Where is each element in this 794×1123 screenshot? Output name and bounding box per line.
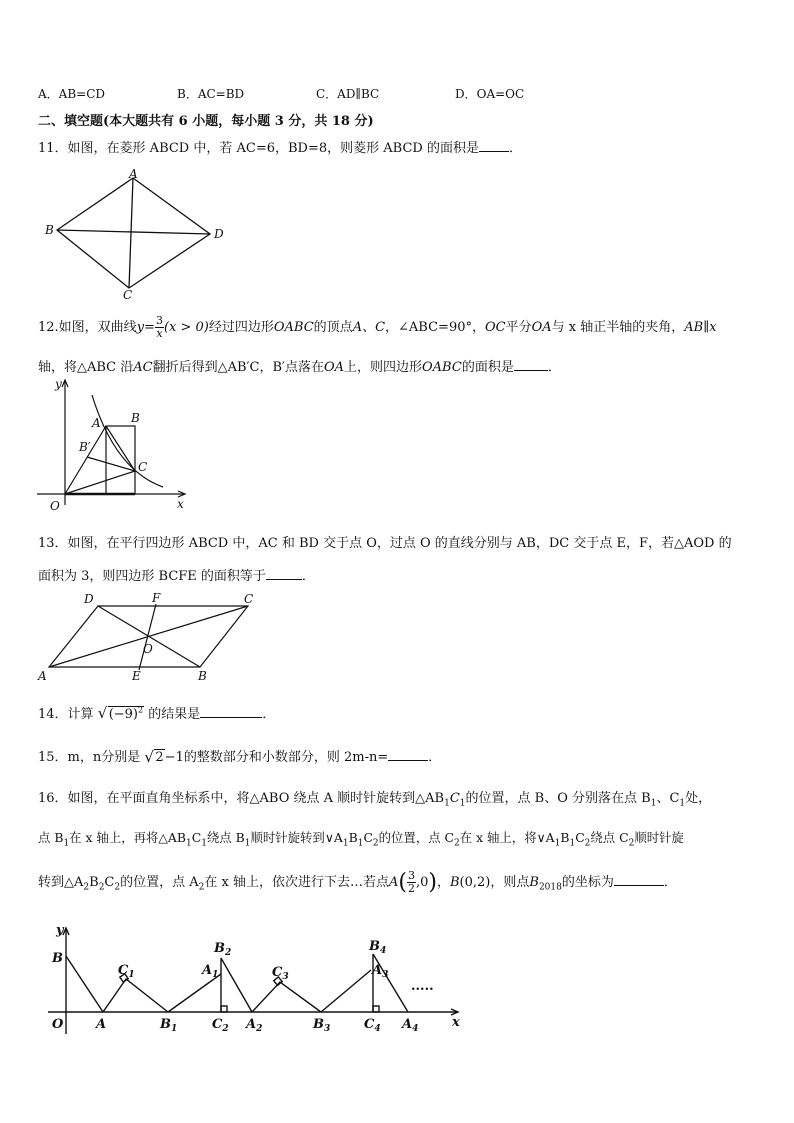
label-x: x <box>452 1015 460 1030</box>
q15-minus: −1 <box>164 750 184 765</box>
label-a4: $A_4$ <box>402 1017 419 1034</box>
label-y: y <box>55 377 62 391</box>
question-15 <box>38 746 441 765</box>
label-a2: $A_2$ <box>246 1017 263 1034</box>
q13-line2: 面积为 3，则四边形 BCFE 的面积等于 <box>38 569 266 584</box>
radical-icon: √ <box>97 703 108 722</box>
q16-line3j: ，则点 <box>490 875 530 890</box>
q16-pt-rest: ,0 <box>415 875 429 890</box>
answer-blank <box>614 873 664 886</box>
question-11 <box>38 137 522 156</box>
label-o: O <box>50 499 60 513</box>
q16-line3a: 转到△A <box>38 875 84 890</box>
q12-oabc2: OABC <box>422 360 462 375</box>
q15-rad: 2 <box>155 750 164 765</box>
q14-exp: 2 <box>138 705 144 715</box>
hyperbola-figure <box>35 375 200 515</box>
label-dots: ..... <box>411 979 434 994</box>
q12-angle: ，∠ABC=90°， <box>385 320 485 335</box>
q12-ac: A、C <box>352 320 386 335</box>
label-f: F <box>152 591 161 605</box>
q16-line1e: 处， <box>685 791 712 806</box>
q16-line2h: 的位置，点 C <box>378 830 455 845</box>
q16-line3l: 2018 <box>538 882 562 893</box>
q16-line3e: 在 x 轴上，依次进行下去…若点 <box>204 875 389 890</box>
q16-line2j: B <box>560 830 570 845</box>
q16-line3b: B <box>89 875 99 890</box>
q16-line1d: 、C <box>656 791 680 806</box>
q12-mid2: 的顶点 <box>313 320 353 335</box>
option-d: D．OA=OC <box>455 87 525 101</box>
q12-pre: 12.如图，双曲线 <box>38 320 137 335</box>
q14-post: 的结果是 <box>148 707 201 722</box>
q11-text: 11．如图，在菱形 ABCD 中，若 AC=6，BD=8，则菱形 ABCD 的面积是 <box>38 141 479 156</box>
option-a: A．AB=CD <box>38 87 106 101</box>
q16-line3h: B <box>449 875 460 890</box>
q12-ac2: AC <box>133 360 153 375</box>
label-b2: $B_2$ <box>214 941 232 958</box>
answer-blank <box>200 705 262 718</box>
q12-mid4: 与 x 轴正半轴的夹角， <box>551 320 685 335</box>
q16-line3i: (0,2) <box>459 875 491 890</box>
q15-post: 的整数部分和小数部分，则 2m-n= <box>183 750 389 765</box>
question-12 <box>38 315 717 340</box>
q16-line3d: 的位置，点 A <box>120 875 199 890</box>
q16-line2m: 顺时针旋 <box>634 830 684 845</box>
q12-line2a: 轴，将△ABC 沿 <box>38 360 134 375</box>
label-b3: $B_3$ <box>313 1017 331 1034</box>
q12-end: ． <box>547 360 561 375</box>
q16-line1c: 的位置，点 B、O 分别落在点 B <box>465 791 651 806</box>
q16-line2a: 点 B <box>38 830 64 845</box>
q12-eq: = <box>144 320 155 335</box>
option-c: C．AD∥BC <box>316 87 380 101</box>
parallelogram-figure <box>36 590 266 685</box>
question-12-line2 <box>38 356 561 375</box>
answer-blank <box>514 358 548 371</box>
q15-end: ． <box>428 750 442 765</box>
q12-oabc: OABC <box>273 320 314 335</box>
label-b4: $B_4$ <box>369 939 387 956</box>
question-13: 13．如图，在平行四边形 ABCD 中，AC 和 BD 交于点 O，过点 O 的直线分别与 AB，DC 交于点 E，F，若△AOD 的 <box>38 536 732 551</box>
q16-line3c: C <box>104 875 115 890</box>
label-c: C <box>138 460 148 474</box>
label-d: D <box>84 592 94 606</box>
label-c3: $C_3$ <box>272 965 289 982</box>
radical-icon: √ <box>144 748 154 766</box>
q11-end: ． <box>508 141 522 156</box>
q16-line2e: 顺时针旋转到∨A <box>250 830 343 845</box>
label-o: O <box>143 642 153 656</box>
q12-oa: OA <box>531 320 552 335</box>
label-c: C <box>123 288 133 302</box>
q16-line2k: C <box>575 830 585 845</box>
label-c1: $C_1$ <box>118 963 135 980</box>
q12-line2d: 的面积是 <box>461 360 514 375</box>
answer-blank <box>388 748 428 761</box>
q14-end: ． <box>262 707 276 722</box>
q16-line1b: C <box>449 791 460 806</box>
label-b: B <box>45 223 54 237</box>
q16-line2b: 在 x 轴上，再将△AB <box>69 830 186 845</box>
q12-abx: AB∥x <box>684 320 717 335</box>
label-c4: $C_4$ <box>364 1017 381 1034</box>
q16-line2f: B <box>348 830 358 845</box>
q12-fraction <box>155 315 164 340</box>
q12-mid: 经过四边形 <box>208 320 274 335</box>
q12-oa2: OA <box>323 360 344 375</box>
label-b-prime: B′ <box>79 440 91 454</box>
q12-den: x <box>156 327 163 340</box>
q12-y: y <box>136 320 145 335</box>
q16-line3k: B <box>529 875 539 890</box>
q15-pre: 15．m，n分别是 <box>38 750 141 765</box>
label-y: y <box>56 923 64 938</box>
q12-line2b: 翻折后得到△AB′C，B′点落在 <box>152 360 324 375</box>
q12-cond: (x > 0) <box>163 320 209 335</box>
label-x: x <box>177 497 184 511</box>
q16-fraction <box>407 870 416 895</box>
rotation-sequence-figure <box>38 922 478 1042</box>
q16-pt-den: 2 <box>407 882 415 895</box>
answer-blank <box>266 567 302 580</box>
label-a: A <box>96 1017 107 1032</box>
q16-line2g: C <box>363 830 373 845</box>
q16-line2i: 在 x 轴上，将∨A <box>459 830 555 845</box>
label-c2: $C_2$ <box>212 1017 229 1034</box>
label-c: C <box>244 592 254 606</box>
q16-pt-num: 3 <box>407 869 415 882</box>
label-a3: $A_3$ <box>372 963 389 980</box>
question-14 <box>38 703 275 722</box>
label-a: A <box>92 416 101 430</box>
label-o: O <box>52 1017 64 1032</box>
label-d: D <box>214 227 224 241</box>
q16-line3f: A <box>388 875 399 890</box>
question-16-line2: 点 $B_1$在 x 轴上，再将$\triangle AB_1C_1$绕点 $B_1$顺时针旋转到$\vee A_1B_1C_2$的位置，点 $C_2$在 x 轴上，将$\vee A_1B_1C_2$绕点 $C_2$顺时针旋 <box>38 830 684 849</box>
q12-mid3: 平分 <box>505 320 532 335</box>
q14-pre: 14．计算 <box>38 707 94 722</box>
sqrt-expression <box>97 703 144 722</box>
answer-blank <box>479 139 509 152</box>
q12-num: 3 <box>155 314 163 327</box>
q12-oc: OC <box>485 320 506 335</box>
question-13-line2 <box>38 565 315 584</box>
sqrt-expression <box>144 750 164 765</box>
q16-line3g: ， <box>436 875 450 890</box>
label-b1: $B_1$ <box>160 1017 178 1034</box>
question-16-line3: 转到$\triangle A_2B_2C_2$的位置，点 $A_2$在 x 轴上，依次进行下去…若点A( $\frac{3}{2}$ ,0)，B(0,2)，则点$B_{2018}$的坐标为 ． <box>38 869 677 895</box>
label-b: B <box>52 951 63 966</box>
rhombus-figure <box>40 168 240 303</box>
q14-radicand: (−9) <box>108 707 138 722</box>
q16-end: ． <box>663 875 677 890</box>
q16-line2l: 绕点 C <box>590 830 629 845</box>
section-heading: 二、填空题(本大题共有 6 小题，每小题 3 分，共 18 分) <box>38 114 374 129</box>
q16-line1a: 16．如图，在平面直角坐标系中，将△ABO 绕点 A 顺时针旋转到△AB <box>38 791 445 806</box>
label-e: E <box>132 669 141 683</box>
q16-line2c: C <box>191 830 202 845</box>
label-a: A <box>129 168 138 181</box>
option-b: B．AC=BD <box>177 87 245 101</box>
label-b: B <box>131 411 140 425</box>
q16-line3m: 的坐标为 <box>561 875 614 890</box>
q13-end: ． <box>301 569 315 584</box>
q16-line2d: 绕点 B <box>206 830 245 845</box>
label-a1: $A_1$ <box>202 963 219 980</box>
label-b: B <box>198 669 207 683</box>
question-16: 16．如图，在平面直角坐标系中，将△ABO 绕点 A 顺时针旋转到$\triangle AB_1C_1$的位置，点 B、O 分别落在点 $B_1$、$C_1$处， <box>38 791 712 809</box>
label-a: A <box>38 669 47 683</box>
q12-line2c: 上，则四边形 <box>344 360 423 375</box>
